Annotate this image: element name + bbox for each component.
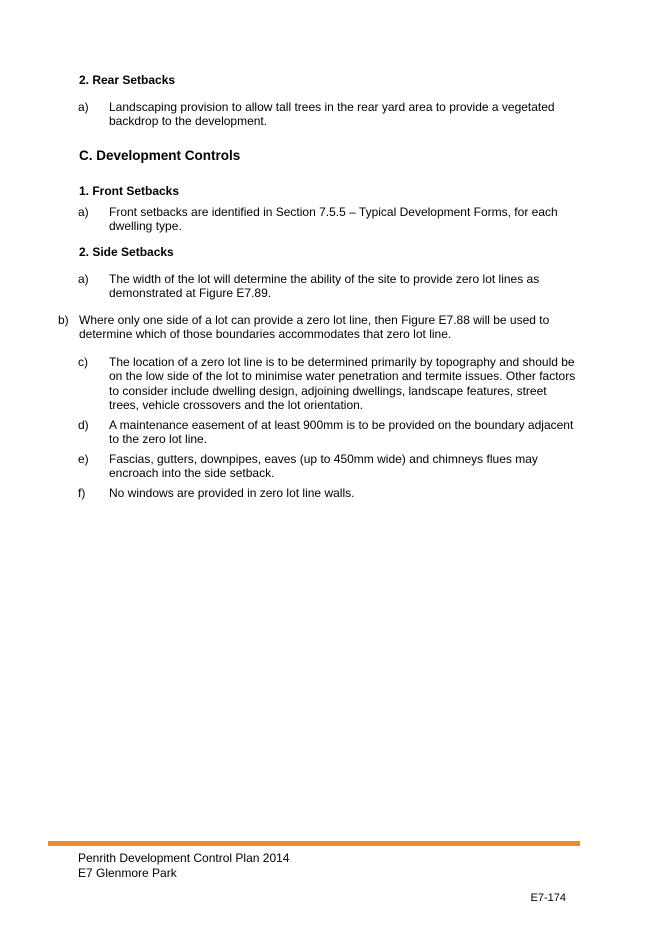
side-setbacks-item-f [78,486,578,500]
page-number: E7-174 [530,892,566,904]
list-marker: d) [78,418,89,432]
list-marker: c) [78,355,88,369]
side-setbacks-item-d [78,418,578,447]
side-setbacks-heading: 2. Side Setbacks [79,245,174,259]
list-marker: b) [58,313,69,327]
list-marker: f) [78,486,86,500]
list-item-text: Landscaping provision to allow tall trees in the rear yard area to provide a vegetated backdrop to the development. [109,100,555,129]
footer-plan-title: Penrith Development Control Plan 2014 [78,851,290,865]
list-item-text: The width of the lot will determine the ability of the site to provide zero lot lines as demonstrated at Figure E7.89. [109,272,540,301]
rear-setbacks-item-a [78,100,578,129]
list-item-text: A maintenance easement of at least 900mm is to be provided on the boundary adjacent to the zero lot line. [109,418,574,447]
list-marker: e) [78,452,89,466]
list-item-text: Fascias, gutters, downpipes, eaves (up to 450mm wide) and chimneys flues may encroach into the side setback. [109,452,538,481]
list-marker: a) [78,272,89,286]
footer-divider [48,841,580,846]
list-item-text: Front setbacks are identified in Section 7.5.5 – Typical Development Forms, for each dwelling type. [109,205,558,234]
list-marker: a) [78,205,89,219]
front-setbacks-heading: 1. Front Setbacks [79,184,180,198]
list-item-text: Where only one side of a lot can provide a zero lot line, then Figure E7.88 will be used to determine which of those boundaries accommodates that zero lot line. [79,313,550,342]
side-setbacks-item-b [58,313,578,342]
list-marker: a) [78,100,89,114]
list-item-text: The location of a zero lot line is to be determined primarily by topography and should be on the low side of the lot to minimise water penetration and termite issues. Other factors to consider include dwelling design, adjoining dwellings, landscape features, street trees, vehicle crossovers and the lot orientation. [109,355,576,412]
development-controls-heading: C. Development Controls [79,148,241,163]
side-setbacks-item-e [78,452,578,481]
side-setbacks-item-a [78,272,578,301]
side-setbacks-item-c [78,355,578,412]
rear-setbacks-heading: 2. Rear Setbacks [79,73,176,87]
front-setbacks-item-a [78,205,578,234]
list-item-text: No windows are provided in zero lot line walls. [109,486,355,500]
footer-section-title: E7 Glenmore Park [78,866,177,880]
